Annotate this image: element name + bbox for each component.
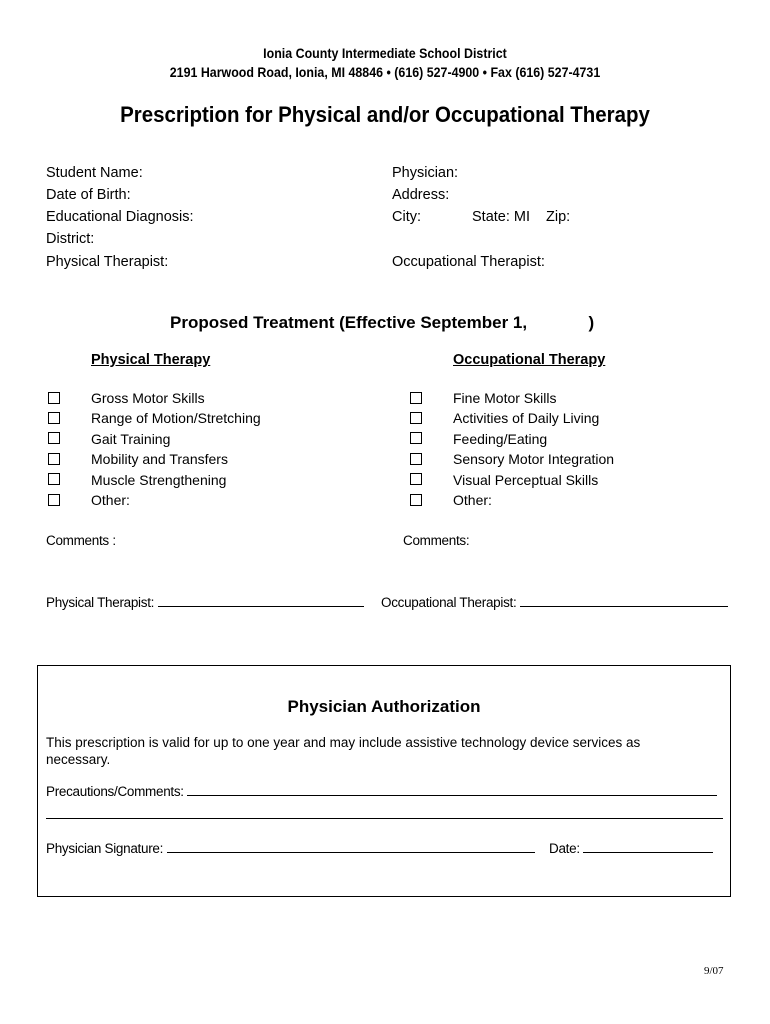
precautions-label: Precautions/Comments: (46, 784, 184, 799)
pt-muscle-strengthening-checkbox[interactable] (48, 473, 60, 485)
district-address: 2191 Harwood Road, Ionia, MI 48846 • (616) 527-4900 • Fax (616) 527-4731 (169, 65, 601, 80)
ot-signature-row (381, 594, 728, 610)
ot-visual-perceptual-checkbox[interactable] (410, 473, 422, 485)
revision-date: 9/07 (704, 965, 724, 977)
pt-range-of-motion-checkbox[interactable] (48, 412, 60, 424)
zip-label: Zip: (546, 209, 571, 225)
pt-mobility-checkbox[interactable] (48, 453, 60, 465)
precautions-row (46, 783, 717, 799)
city-label: City: (392, 209, 421, 225)
pt-gross-motor-checkbox[interactable] (48, 392, 60, 404)
pt-mobility-label: Mobility and Transfers (91, 451, 228, 467)
precautions-line-2[interactable] (46, 818, 723, 819)
physician-authorization-heading: Physician Authorization (287, 697, 481, 716)
pt-gait-training-label: Gait Training (91, 431, 171, 447)
pt-other-label: Other: (91, 492, 130, 508)
ot-daily-living-checkbox[interactable] (410, 412, 422, 424)
pt-comments-label: Comments : (46, 533, 116, 548)
ot-feeding-checkbox[interactable] (410, 432, 422, 444)
ot-visual-perceptual-label: Visual Perceptual Skills (453, 472, 599, 488)
ot-fine-motor-checkbox[interactable] (410, 392, 422, 404)
date-line[interactable] (583, 840, 713, 853)
district-name: Ionia County Intermediate School District (263, 46, 507, 61)
physician-label: Physician: (392, 165, 459, 181)
ot-fine-motor-label: Fine Motor Skills (453, 390, 557, 406)
ot-feeding-label: Feeding/Eating (453, 431, 548, 447)
precautions-line[interactable] (187, 783, 717, 796)
student-name-label: Student Name: (46, 165, 143, 181)
pt-signature-label: Physical Therapist: (46, 595, 155, 610)
pt-signature-row (46, 594, 364, 610)
ot-sensory-motor-checkbox[interactable] (410, 453, 422, 465)
ot-signature-label: Occupational Therapist: (381, 595, 517, 610)
authorization-text: This prescription is valid for up to one year and may include assistive technology device services as necessary. (46, 735, 641, 767)
occupational-therapist-label: Occupational Therapist: (392, 254, 545, 270)
page-title: Prescription for Physical and/or Occupational Therapy (120, 102, 650, 127)
pt-other-checkbox[interactable] (48, 494, 60, 506)
physician-signature-line[interactable] (167, 840, 535, 853)
occupational-therapy-heading: Occupational Therapy (453, 352, 606, 368)
pt-gross-motor-label: Gross Motor Skills (91, 390, 205, 406)
ot-daily-living-label: Activities of Daily Living (453, 410, 600, 426)
pt-signature-line[interactable] (158, 594, 364, 607)
district-label: District: (46, 231, 95, 247)
address-label: Address: (392, 187, 450, 203)
physician-signature-label: Physician Signature: (46, 841, 164, 856)
ot-comments-label: Comments: (403, 533, 470, 548)
ot-other-checkbox[interactable] (410, 494, 422, 506)
physical-therapist-label: Physical Therapist: (46, 254, 169, 270)
pt-muscle-strengthening-label: Muscle Strengthening (91, 472, 227, 488)
ot-sensory-motor-label: Sensory Motor Integration (453, 451, 615, 467)
ot-signature-line[interactable] (520, 594, 728, 607)
state-label: State: MI (472, 209, 531, 225)
pt-range-of-motion-label: Range of Motion/Stretching (91, 410, 261, 426)
physical-therapy-heading: Physical Therapy (91, 352, 211, 368)
date-row (549, 840, 713, 856)
physician-signature-row (46, 840, 535, 856)
educational-diagnosis-label: Educational Diagnosis: (46, 209, 194, 225)
proposed-treatment-heading: Proposed Treatment (Effective September 1, ) (170, 313, 595, 332)
pt-gait-training-checkbox[interactable] (48, 432, 60, 444)
date-of-birth-label: Date of Birth: (46, 187, 131, 203)
ot-other-label: Other: (453, 492, 492, 508)
date-label: Date: (549, 841, 580, 856)
